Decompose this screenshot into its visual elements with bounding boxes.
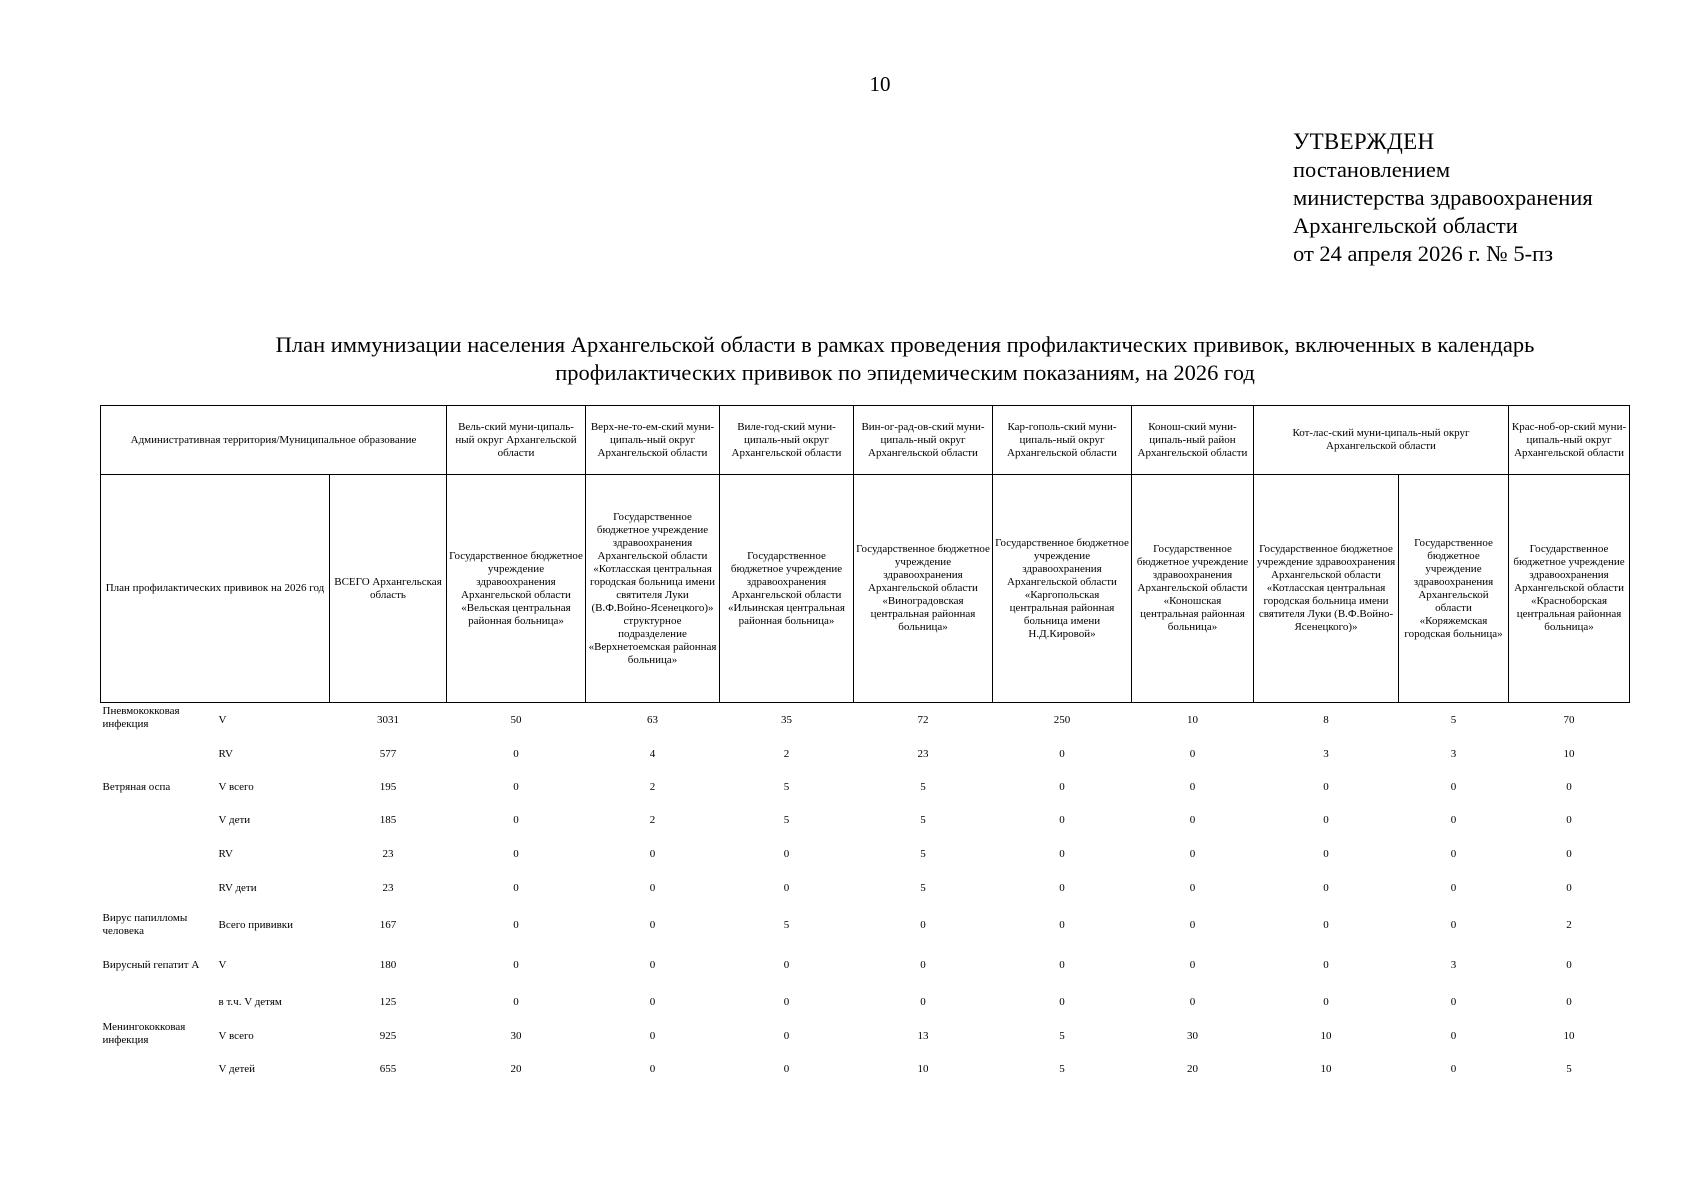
table-row bbox=[101, 1053, 1630, 1085]
institution-header: Государственное бюджетное учреждение здравоохранения Архангельской области «Красноборская центральная районная больница» bbox=[1509, 475, 1630, 703]
institution-header: Государственное бюджетное учреждение здравоохранения Архангельской области «Вельская центральная районная больница» bbox=[447, 475, 586, 703]
institution-header: Государственное бюджетное учреждение здравоохранения Архангельской области «Ильинская центральная районная больница» bbox=[720, 475, 854, 703]
indicator-cell: V всего bbox=[218, 780, 254, 793]
total-cell: 195 bbox=[379, 780, 397, 793]
infection-cell: Вирус папилломы человека bbox=[102, 912, 188, 937]
table-row bbox=[101, 1019, 1630, 1053]
district-header: Верх-не-то-ем-ский муни-ципаль-ный округ Архангельской области bbox=[586, 406, 720, 475]
value-cell: 0 bbox=[1450, 1062, 1457, 1075]
value-cell: 70 bbox=[1563, 713, 1575, 726]
value-cell: 0 bbox=[783, 881, 790, 894]
value-cell: 10 bbox=[1187, 713, 1198, 726]
value-cell: 2 bbox=[649, 813, 656, 826]
value-cell: 0 bbox=[1450, 847, 1457, 860]
value-cell: 50 bbox=[510, 713, 522, 726]
total-cell: 3031 bbox=[377, 713, 399, 726]
value-cell: 5 bbox=[783, 813, 790, 826]
total-cell: 185 bbox=[379, 813, 397, 826]
value-cell: 0 bbox=[1059, 881, 1065, 894]
value-cell: 0 bbox=[1566, 847, 1572, 860]
value-cell: 8 bbox=[1323, 713, 1329, 726]
infection-cell bbox=[101, 985, 211, 1019]
value-cell: 0 bbox=[513, 995, 519, 1008]
value-cell: 0 bbox=[920, 958, 926, 971]
value-cell: 0 bbox=[1059, 780, 1065, 793]
immunization-table-container bbox=[100, 405, 1629, 1085]
table-row bbox=[101, 803, 1630, 837]
table-row bbox=[101, 771, 1630, 803]
value-cell: 0 bbox=[1189, 847, 1196, 860]
approval-line: постановлением bbox=[1293, 157, 1451, 182]
value-cell: 10 bbox=[1320, 1029, 1332, 1042]
institution-header: Государственное бюджетное учреждение здравоохранения Архангельской области «Виноградовская центральная районная больница» bbox=[854, 475, 993, 703]
value-cell: 0 bbox=[1059, 958, 1065, 971]
value-cell: 63 bbox=[647, 713, 658, 726]
institution-header: Государственное бюджетное учреждение здравоохранения Архангельской области «Котласская центральная городская больница имени святителя Луки (В.Ф.Войно-Ясенецкого)» bbox=[1254, 475, 1399, 703]
total-cell: 23 bbox=[382, 847, 394, 860]
value-cell: 250 bbox=[1053, 713, 1071, 726]
page-number: 10 bbox=[869, 72, 891, 96]
value-cell: 72 bbox=[917, 713, 929, 726]
district-header: Вин-ог-рад-ов-ский муни-ципаль-ный округ Архангельской области bbox=[854, 406, 993, 475]
infection-cell bbox=[101, 871, 211, 905]
value-cell: 30 bbox=[1187, 1029, 1198, 1042]
value-cell: 5 bbox=[920, 813, 926, 826]
value-cell: 0 bbox=[513, 780, 519, 793]
table-row bbox=[101, 737, 1630, 771]
indicator-cell: Всего прививки bbox=[218, 918, 294, 931]
value-cell: 0 bbox=[513, 747, 519, 760]
infection-cell: Вирусный гепатит А bbox=[102, 958, 200, 971]
infection-cell: Менингококковая инфекция bbox=[102, 1021, 186, 1046]
value-cell: 0 bbox=[649, 847, 656, 860]
header-row-districts bbox=[101, 406, 1630, 475]
value-cell: 0 bbox=[1059, 918, 1065, 931]
value-cell: 2 bbox=[783, 747, 790, 760]
value-cell: 0 bbox=[649, 1062, 656, 1075]
indicator-cell: RV bbox=[218, 747, 233, 760]
value-cell: 10 bbox=[1320, 1062, 1332, 1075]
value-cell: 23 bbox=[917, 747, 929, 760]
value-cell: 0 bbox=[783, 847, 790, 860]
value-cell: 0 bbox=[1189, 995, 1196, 1008]
infection-cell bbox=[101, 737, 211, 771]
district-header: Крас-ноб-ор-ский муни-ципаль-ный округ Архангельской области bbox=[1509, 406, 1630, 475]
value-cell: 0 bbox=[783, 958, 790, 971]
plan-header: План профилактических прививок на 2026 год bbox=[101, 475, 330, 703]
value-cell: 0 bbox=[1566, 813, 1572, 826]
district-header: Кар-гополь-ский муни-ципаль-ный округ Архангельской области bbox=[993, 406, 1132, 475]
value-cell: 0 bbox=[649, 918, 656, 931]
value-cell: 2 bbox=[649, 780, 656, 793]
value-cell: 0 bbox=[649, 881, 656, 894]
value-cell: 0 bbox=[1059, 813, 1065, 826]
title-line: План иммунизации населения Архангельской области в рамках проведения профилактических прививок, включенных в календарь bbox=[275, 332, 1535, 357]
total-cell: 180 bbox=[379, 958, 397, 971]
value-cell: 0 bbox=[1189, 747, 1196, 760]
value-cell: 5 bbox=[1059, 1062, 1065, 1075]
value-cell: 35 bbox=[781, 713, 792, 726]
value-cell: 0 bbox=[1566, 881, 1572, 894]
value-cell: 0 bbox=[1059, 747, 1065, 760]
value-cell: 0 bbox=[513, 881, 519, 894]
table-row bbox=[101, 905, 1630, 945]
value-cell: 0 bbox=[1059, 847, 1065, 860]
value-cell: 0 bbox=[1323, 918, 1329, 931]
total-cell: 23 bbox=[382, 881, 394, 894]
value-cell: 10 bbox=[1563, 1029, 1575, 1042]
value-cell: 20 bbox=[510, 1062, 522, 1075]
value-cell: 0 bbox=[783, 1062, 790, 1075]
value-cell: 5 bbox=[1566, 1062, 1572, 1075]
approval-date: от 24 апреля 2026 г. № 5-пз bbox=[1293, 241, 1554, 266]
value-cell: 0 bbox=[1450, 881, 1457, 894]
total-cell: 167 bbox=[379, 918, 397, 931]
document-title bbox=[180, 331, 1630, 387]
territory-header: Административная территория/Муниципальное образование bbox=[101, 406, 447, 475]
institution-header: Государственное бюджетное учреждение здравоохранения Архангельской области «Котласская центральная городская больница имени святителя Луки (В.Ф.Войно-Ясенецкого)» структурное подразделение «Верхнетоемская районная больница» bbox=[586, 475, 720, 703]
value-cell: 0 bbox=[1323, 881, 1329, 894]
district-header: Конош-ский муни-ципаль-ный район Архангельской области bbox=[1132, 406, 1254, 475]
indicator-cell: RV дети bbox=[218, 881, 257, 894]
value-cell: 0 bbox=[1323, 958, 1329, 971]
value-cell: 0 bbox=[1323, 847, 1329, 860]
value-cell: 0 bbox=[1450, 995, 1457, 1008]
value-cell: 0 bbox=[513, 847, 519, 860]
value-cell: 20 bbox=[1187, 1062, 1198, 1075]
value-cell: 3 bbox=[1450, 958, 1457, 971]
infection-cell bbox=[101, 837, 211, 871]
approval-block bbox=[1293, 128, 1593, 268]
value-cell: 0 bbox=[1450, 813, 1457, 826]
indicator-cell: V всего bbox=[218, 1029, 254, 1042]
value-cell: 0 bbox=[920, 995, 926, 1008]
indicator-cell: V дети bbox=[218, 813, 251, 826]
header-row-institutions bbox=[101, 475, 1630, 703]
value-cell: 0 bbox=[649, 1029, 656, 1042]
value-cell: 0 bbox=[1189, 881, 1196, 894]
value-cell: 0 bbox=[783, 1029, 790, 1042]
value-cell: 0 bbox=[1323, 995, 1329, 1008]
total-cell: 655 bbox=[379, 1062, 397, 1075]
value-cell: 0 bbox=[1450, 918, 1457, 931]
infection-cell: Пневмококковая инфекция bbox=[102, 705, 180, 730]
value-cell: 0 bbox=[920, 918, 926, 931]
value-cell: 5 bbox=[920, 847, 926, 860]
district-header: Кот-лас-ский муни-ципаль-ный округ Архангельской области bbox=[1254, 406, 1509, 475]
value-cell: 10 bbox=[1563, 747, 1575, 760]
total-header: ВСЕГО Архангельская область bbox=[330, 475, 447, 703]
district-header: Вель-ский муни-ципаль-ный округ Архангельской области bbox=[447, 406, 586, 475]
value-cell: 0 bbox=[1189, 918, 1196, 931]
value-cell: 0 bbox=[513, 918, 519, 931]
value-cell: 0 bbox=[1566, 780, 1572, 793]
value-cell: 5 bbox=[1450, 713, 1457, 726]
approval-heading: УТВЕРЖДЕН bbox=[1293, 129, 1435, 154]
title-line: профилактических прививок по эпидемическим показаниям, на 2026 год bbox=[555, 360, 1255, 385]
value-cell: 5 bbox=[783, 918, 790, 931]
value-cell: 5 bbox=[1059, 1029, 1065, 1042]
table-row bbox=[101, 945, 1630, 985]
value-cell: 0 bbox=[1189, 958, 1196, 971]
value-cell: 0 bbox=[513, 958, 519, 971]
value-cell: 0 bbox=[1189, 780, 1196, 793]
value-cell: 0 bbox=[1189, 813, 1196, 826]
value-cell: 3 bbox=[1450, 747, 1457, 760]
infection-cell bbox=[101, 803, 211, 837]
value-cell: 0 bbox=[649, 995, 656, 1008]
value-cell: 13 bbox=[917, 1029, 929, 1042]
table-row bbox=[101, 837, 1630, 871]
value-cell: 0 bbox=[649, 958, 656, 971]
value-cell: 4 bbox=[649, 747, 656, 760]
institution-header: Государственное бюджетное учреждение здравоохранения Архангельской области «Коряжемская городская больница» bbox=[1399, 475, 1509, 703]
indicator-cell: в т.ч. V детям bbox=[218, 995, 282, 1008]
value-cell: 0 bbox=[1059, 995, 1065, 1008]
table-row bbox=[101, 703, 1630, 738]
total-cell: 925 bbox=[379, 1029, 397, 1042]
value-cell: 0 bbox=[1566, 995, 1572, 1008]
value-cell: 5 bbox=[920, 881, 926, 894]
institution-header: Государственное бюджетное учреждение здравоохранения Архангельской области «Каргопольская центральная районная больница имени Н.Д.Кировой» bbox=[993, 475, 1132, 703]
value-cell: 0 bbox=[1450, 780, 1457, 793]
approval-line: министерства здравоохранения bbox=[1293, 185, 1593, 210]
value-cell: 0 bbox=[513, 813, 519, 826]
total-cell: 125 bbox=[379, 995, 397, 1008]
value-cell: 0 bbox=[1323, 813, 1329, 826]
indicator-cell: RV bbox=[218, 847, 233, 860]
value-cell: 3 bbox=[1323, 747, 1329, 760]
infection-cell: Ветряная оспа bbox=[102, 780, 171, 793]
indicator-cell: V bbox=[218, 958, 227, 971]
district-header: Виле-год-ский муни-ципаль-ный округ Архангельской области bbox=[720, 406, 854, 475]
infection-cell bbox=[101, 1053, 211, 1085]
approval-line: Архангельской области bbox=[1293, 213, 1518, 238]
value-cell: 2 bbox=[1566, 918, 1572, 931]
indicator-cell: V bbox=[218, 713, 227, 726]
value-cell: 0 bbox=[1323, 780, 1329, 793]
value-cell: 0 bbox=[783, 995, 790, 1008]
institution-header: Государственное бюджетное учреждение здравоохранения Архангельской области «Коношская центральная районная больница» bbox=[1132, 475, 1254, 703]
value-cell: 30 bbox=[510, 1029, 522, 1042]
value-cell: 0 bbox=[1450, 1029, 1457, 1042]
immunization-plan-table bbox=[100, 405, 1630, 1085]
indicator-cell: V детей bbox=[218, 1062, 256, 1075]
value-cell: 5 bbox=[920, 780, 926, 793]
value-cell: 5 bbox=[783, 780, 790, 793]
total-cell: 577 bbox=[379, 747, 397, 760]
table-row bbox=[101, 871, 1630, 905]
value-cell: 0 bbox=[1566, 958, 1572, 971]
table-row bbox=[101, 985, 1630, 1019]
value-cell: 10 bbox=[917, 1062, 929, 1075]
